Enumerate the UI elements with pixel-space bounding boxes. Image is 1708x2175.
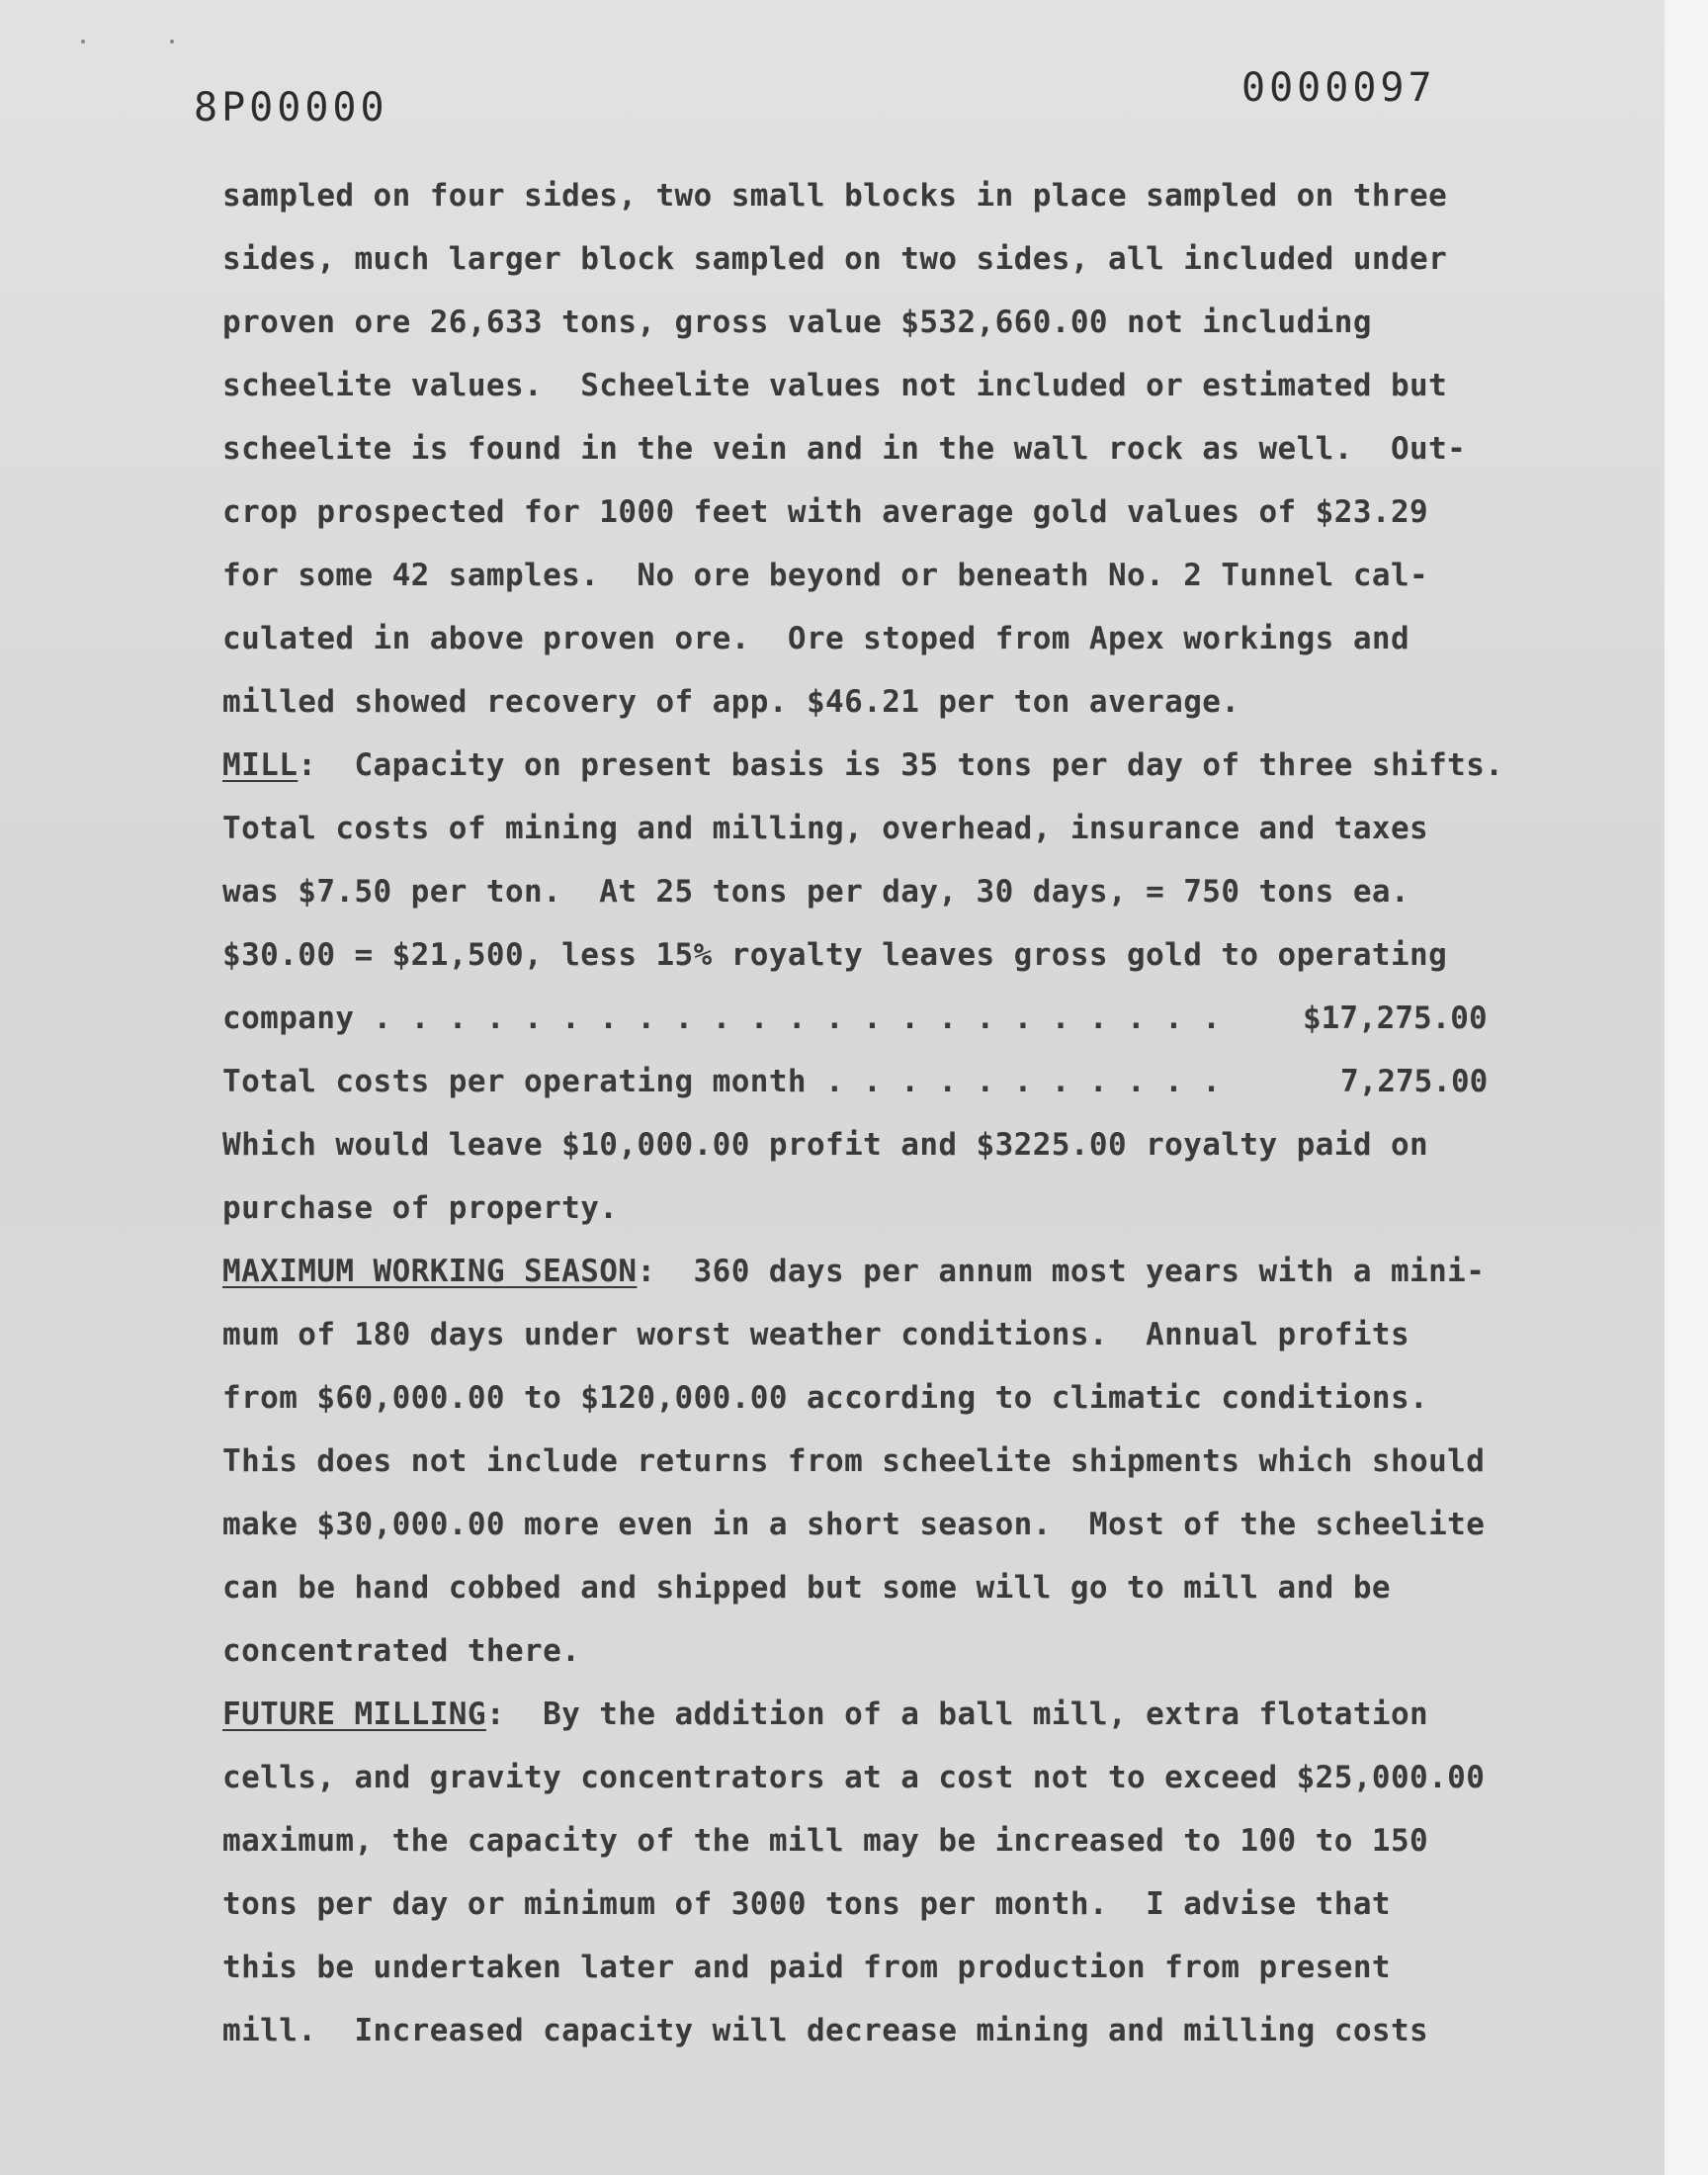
text-line: This does not include returns from scheelite shipments which should: [222, 1443, 1486, 1479]
scan-speck: [81, 40, 85, 44]
company-amount: $17,275.00: [1303, 1000, 1488, 1036]
text-line: purchase of property.: [222, 1190, 619, 1226]
future-first-line-text: : By the addition of a ball mill, extra flotation: [485, 1696, 1429, 1732]
text-line: Total costs of mining and milling, overhead, insurance and taxes: [222, 811, 1429, 846]
future-heading: FUTURE MILLING: [222, 1696, 486, 1732]
text-line: scheelite is found in the vein and in the wall rock as well. Out-: [222, 431, 1467, 467]
text-line: mill. Increased capacity will decrease mining and milling costs: [222, 2013, 1429, 2048]
scan-margin: [1665, 0, 1708, 2175]
text-line: tons per day or minimum of 3000 tons per month. I advise that: [222, 1886, 1391, 1922]
company-label: company . . . . . . . . . . . . . . . . . . . . . . .: [222, 1000, 1222, 1036]
season-first-line-text: : 360 days per annum most years with a mini-: [637, 1254, 1486, 1289]
text-line: make $30,000.00 more even in a short season. Most of the scheelite: [222, 1507, 1486, 1542]
text-line: was $7.50 per ton. At 25 tons per day, 30 days, = 750 tons ea.: [222, 874, 1410, 910]
costs-label: Total costs per operating month . . . . . . . . . . .: [222, 1064, 1222, 1099]
text-line: can be hand cobbed and shipped but some will go to mill and be: [222, 1570, 1391, 1606]
mill-first-line-text: : Capacity on present basis is 35 tons per day of three shifts.: [298, 747, 1504, 783]
text-line: mum of 180 days under worst weather conditions. Annual profits: [222, 1317, 1410, 1352]
text-line: sides, much larger block sampled on two sides, all included under: [222, 241, 1448, 277]
scan-speck: [170, 40, 174, 44]
text-line: this be undertaken later and paid from production from present: [222, 1950, 1391, 1985]
text-line: Which would leave $10,000.00 profit and $3225.00 royalty paid on: [222, 1127, 1429, 1163]
season-first-line: [222, 1254, 1485, 1289]
text-line: from $60,000.00 to $120,000.00 according to climatic conditions.: [222, 1380, 1429, 1416]
season-heading: MAXIMUM WORKING SEASON: [222, 1254, 638, 1289]
text-line: crop prospected for 1000 feet with average gold values of $23.29: [222, 494, 1429, 530]
document-id-left: 8P00000: [194, 85, 388, 130]
text-line: culated in above proven ore. Ore stoped from Apex workings and: [222, 621, 1410, 656]
text-line: concentrated there.: [222, 1633, 581, 1669]
text-line: scheelite values. Scheelite values not included or estimated but: [222, 368, 1448, 403]
text-line: sampled on four sides, two small blocks in place sampled on three: [222, 178, 1448, 214]
text-line: for some 42 samples. No ore beyond or beneath No. 2 Tunnel cal-: [222, 558, 1429, 593]
mill-heading: MILL: [222, 747, 299, 783]
text-line: $30.00 = $21,500, less 15% royalty leaves gross gold to operating: [222, 937, 1448, 973]
mill-first-line: [222, 747, 1503, 783]
text-line: cells, and gravity concentrators at a cost not to exceed $25,000.00: [222, 1760, 1486, 1795]
future-first-line: [222, 1696, 1428, 1732]
text-line: maximum, the capacity of the mill may be increased to 100 to 150: [222, 1823, 1429, 1859]
text-line: proven ore 26,633 tons, gross value $532,660.00 not including: [222, 304, 1372, 340]
text-line: milled showed recovery of app. $46.21 per ton average.: [222, 684, 1240, 720]
document-id-right: 0000097: [1241, 65, 1436, 111]
costs-amount: 7,275.00: [1340, 1064, 1489, 1099]
